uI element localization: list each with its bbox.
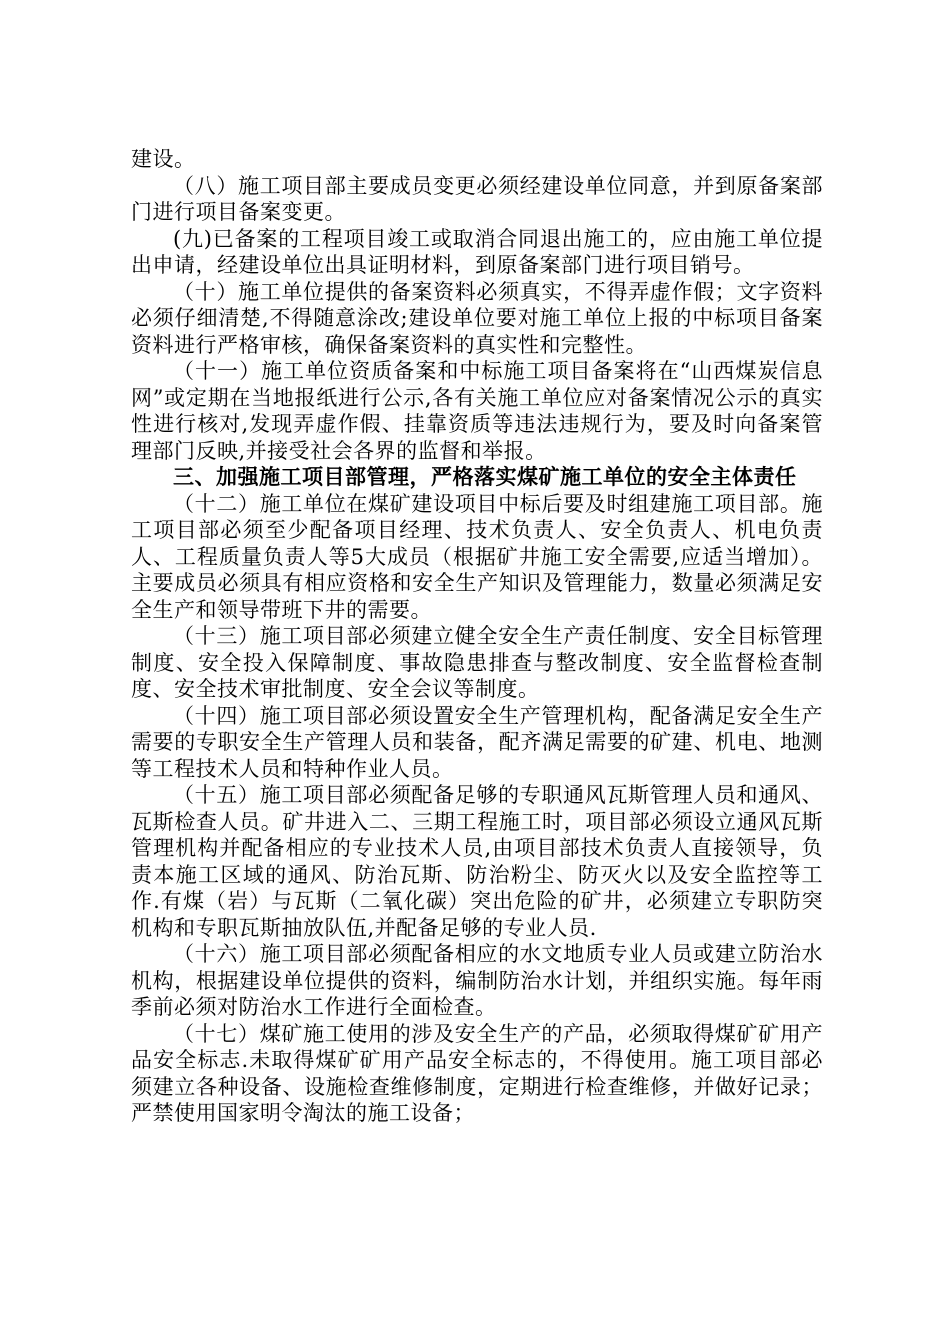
paragraph-15: （十五）施工项目部必须配备足够的专职通风瓦斯管理人员和通风、瓦斯检查人员。矿井进入二、三期工程施工时，项目部必须设立通风瓦斯管理机构并配备相应的专业技术人员,由项目部技术负责人直接领导，负责本施工区域的通风、防治瓦斯、防治粉尘、防灭火以及安全监控等工作.有煤（岩）与瓦斯（二氧化碳）突出危险的矿井，必须建立专职防突机构和专职瓦斯抽放队伍,并配备足够的专业人员. [131, 783, 823, 940]
document-page [131, 146, 823, 1127]
paragraph-17: （十七）煤矿施工使用的涉及安全生产的产品，必须取得煤矿矿用产品安全标志.未取得煤矿矿用产品安全标志的，不得使用。施工项目部必须建立各种设备、设施检查维修制度，定期进行检查维修，并做好记录；严禁使用国家明令淘汰的施工设备； [131, 1021, 823, 1125]
paragraph-11: （十一）施工单位资质备案和中标施工项目备案将在“山西煤炭信息网”或定期在当地报纸进行公示,各有关施工单位应对备案情况公示的真实性进行核对,发现弄虚作假、挂靠资质等违法违规行为，要及时向备案管理部门反映,并接受社会各界的监督和举报。 [131, 359, 823, 463]
paragraph-13: （十三）施工项目部必须建立健全安全生产责任制度、安全目标管理制度、安全投入保障制度、事故隐患排查与整改制度、安全监督检查制度、安全技术审批制度、安全会议等制度。 [131, 624, 823, 701]
paragraph-8: （八）施工项目部主要成员变更必须经建设单位同意，并到原备案部门进行项目备案变更。 [131, 173, 823, 224]
paragraph-14: （十四）施工项目部必须设置安全生产管理机构，配备满足安全生产需要的专职安全生产管理人员和装备，配齐满足需要的矿建、机电、地测等工程技术人员和特种作业人员。 [131, 703, 823, 781]
section-heading-3: 三、加强施工项目部管理，严格落实煤矿施工单位的安全主体责任 [173, 465, 797, 489]
paragraph-16: （十六）施工项目部必须配备相应的水文地质专业人员或建立防治水机构，根据建设单位提供的资料，编制防治水计划，并组织实施。每年雨季前必须对防治水工作进行全面检查。 [131, 942, 823, 1019]
paragraph-9: (九)已备案的工程项目竣工或取消合同退出施工的，应由施工单位提出申请，经建设单位出具证明材料，到原备案部门进行项目销号。 [131, 226, 823, 277]
paragraph-continuation: 建设。 [131, 147, 196, 171]
paragraph-12: （十二）施工单位在煤矿建设项目中标后要及时组建施工项目部。施工项目部必须至少配备项目经理、技术负责人、安全负责人、机电负责人、工程质量负责人等5大成员（根据矿井施工安全需要,应适当增加）。主要成员必须具有相应资格和安全生产知识及管理能力，数量必须满足安全生产和领导带班下井的需要。 [131, 491, 823, 622]
paragraph-10: （十）施工单位提供的备案资料必须真实，不得弄虚作假；文字资料必须仔细清楚,不得随意涂改;建设单位要对施工单位上报的中标项目备案资料进行严格审核，确保备案资料的真实性和完整性。 [131, 279, 823, 357]
